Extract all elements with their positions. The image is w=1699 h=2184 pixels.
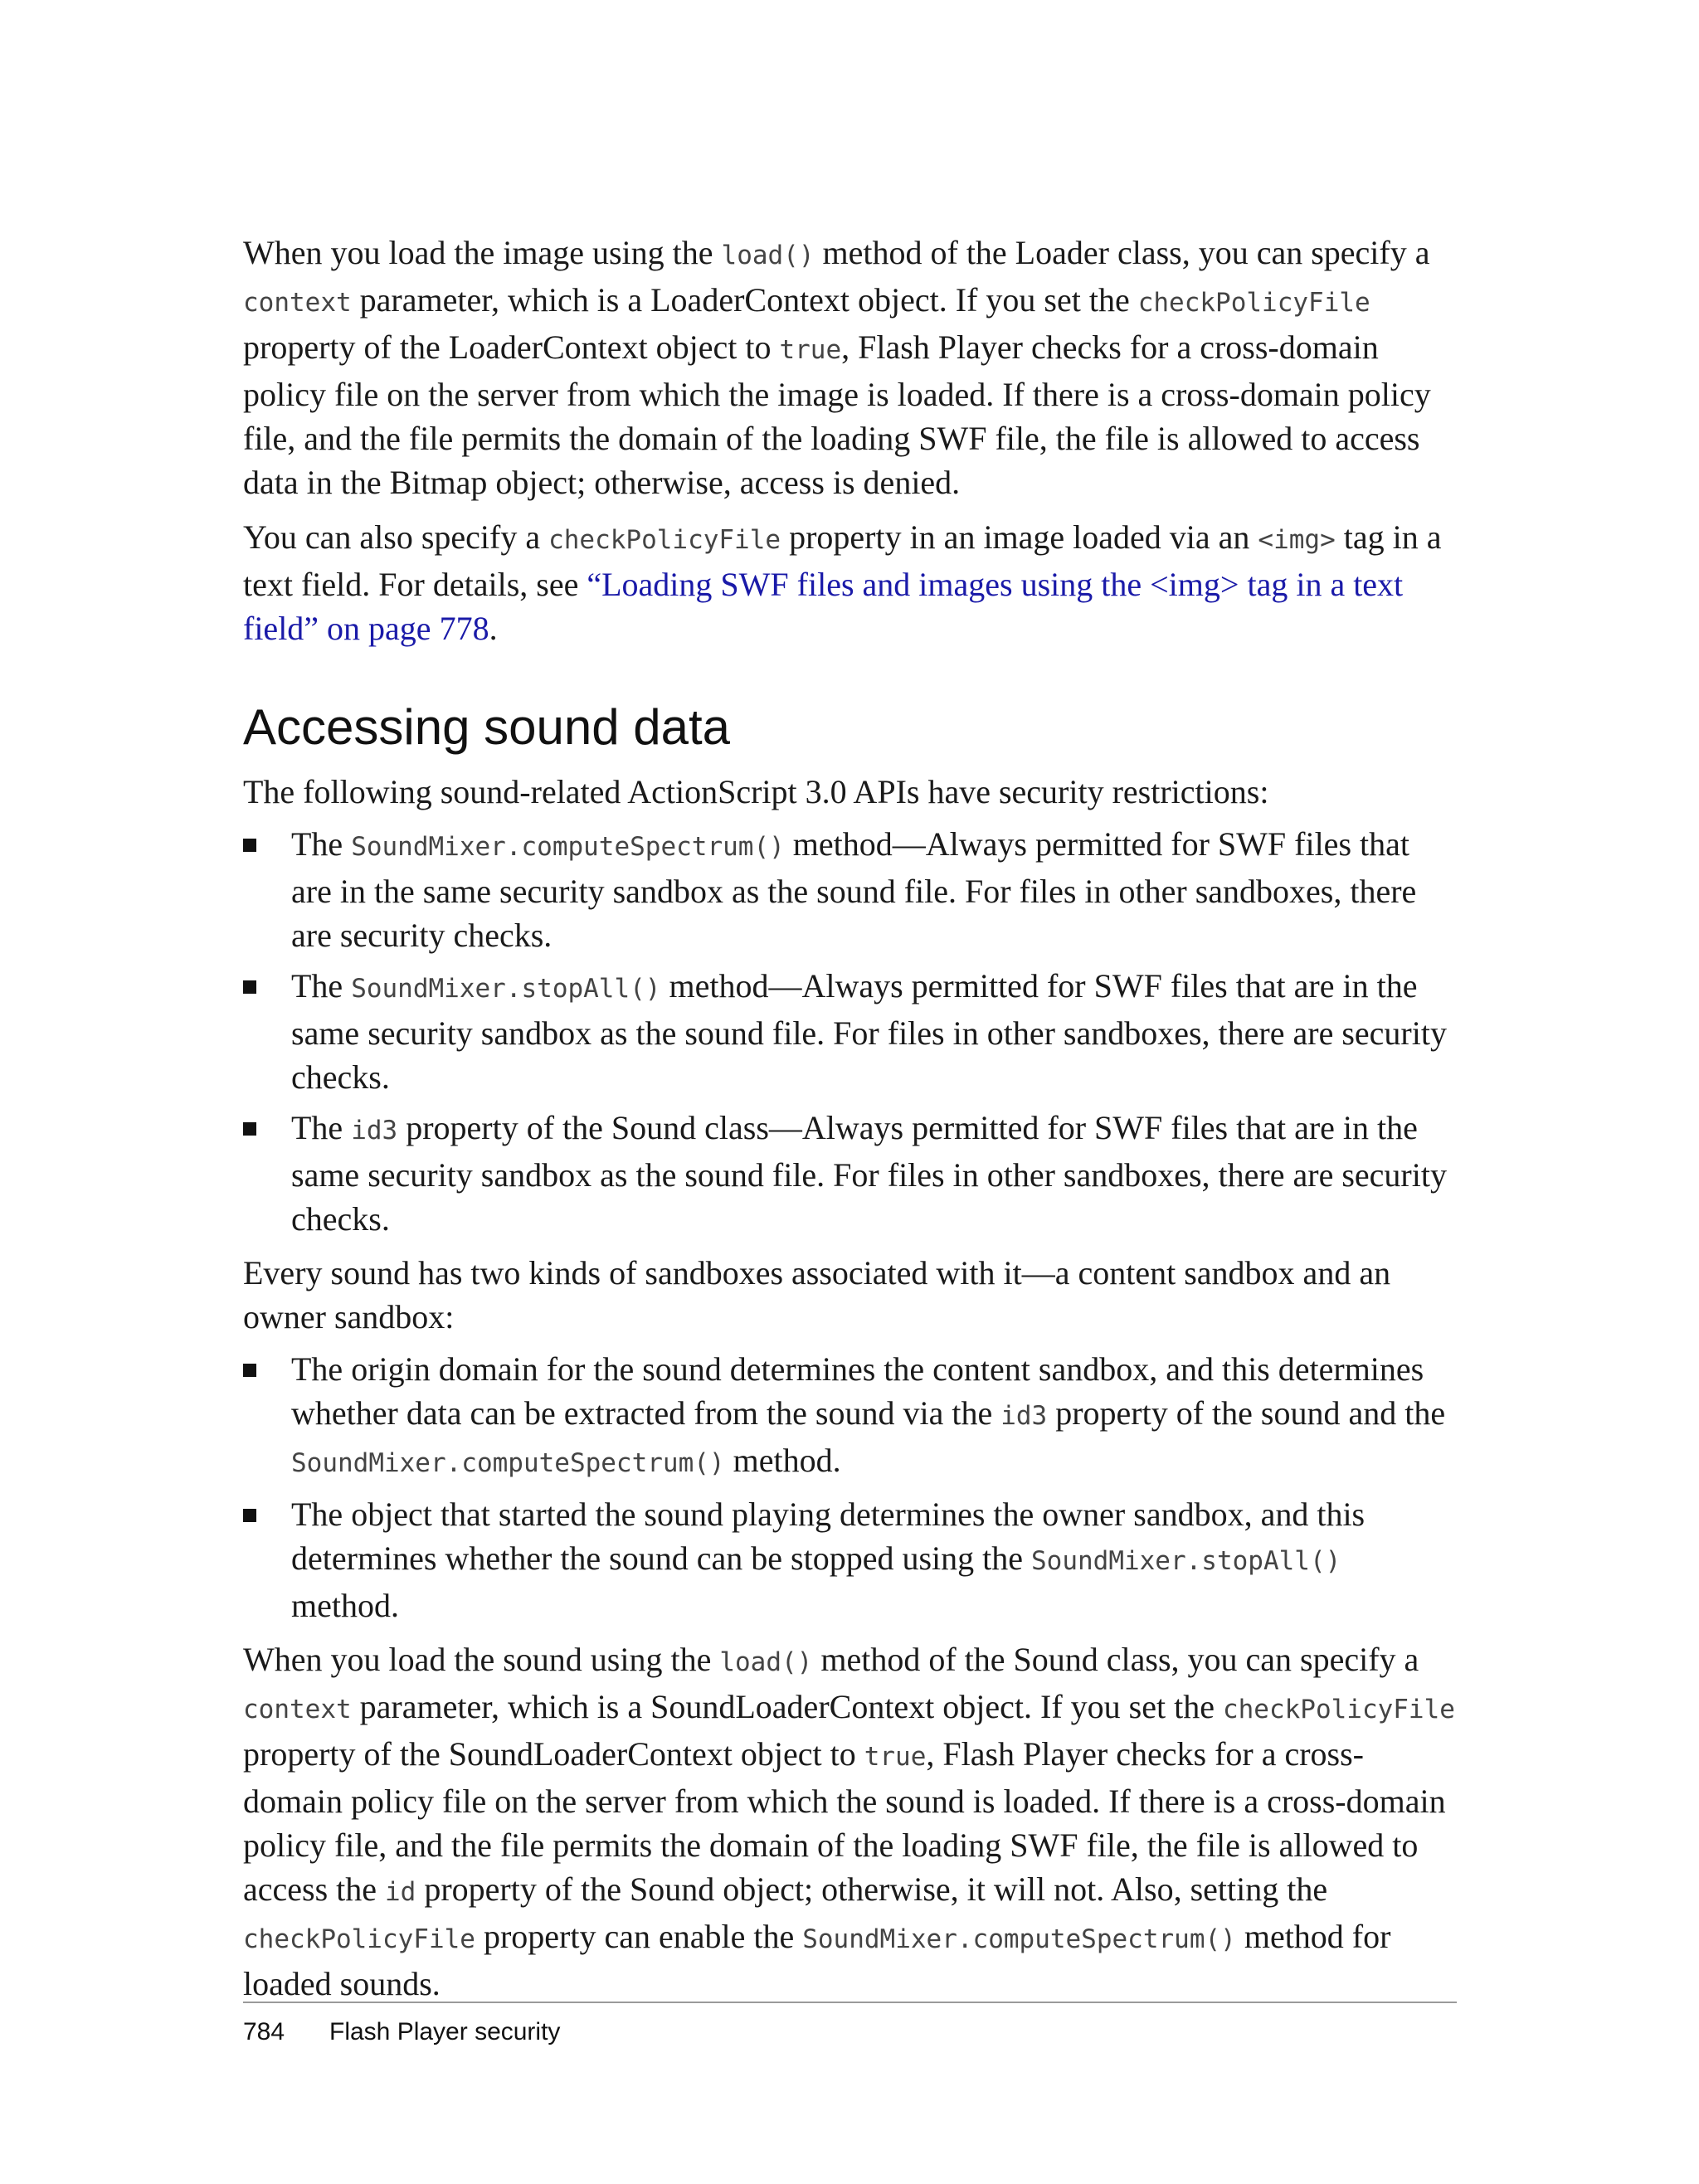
code-context: context [243, 1695, 352, 1724]
code-checkpolicyfile: checkPolicyFile [1137, 288, 1370, 318]
code-computespectrum: SoundMixer.computeSpectrum() [802, 1924, 1236, 1954]
code-computespectrum: SoundMixer.computeSpectrum() [351, 832, 785, 862]
code-computespectrum: SoundMixer.computeSpectrum() [291, 1448, 725, 1478]
code-load: load() [719, 1647, 813, 1677]
intro-paragraph-1: When you load the image using the load() method of the Loader class, you can specify a context parameter, which is a LoaderContext object. If you set the checkPolicyFile property of the LoaderContext object to true, Flash Player checks for a cross-domain policy file on the server from which the image is loaded. If there is a cross-domain policy file, and the file permits the domain of the loading SWF file, the file is allowed to access data in the Bitmap object; otherwise, access is denied. [243, 234, 1431, 501]
closing-paragraph: When you load the sound using the load() method of the Sound class, you can specify a context parameter, which is a SoundLoaderContext object. If you set the checkPolicyFile property of the SoundLoaderContext object to true, Flash Player checks for a cross-domain policy file on the server from which the sound is loaded. If there is a cross-domain policy file, and the file permits the domain of the loading SWF file, the file is allowed to access the id property of the Sound object; otherwise, it will not. Also, setting the checkPolicyFile property can enable the SoundMixer.computeSpectrum() method for loaded sounds. [243, 1641, 1455, 2002]
section-heading: Accessing sound data [243, 699, 731, 755]
square-bullet-icon [243, 1509, 256, 1522]
code-stopall: SoundMixer.stopAll() [1031, 1546, 1341, 1576]
code-true: true [779, 335, 842, 365]
sandboxes-intro: Every sound has two kinds of sandboxes associated with it—a content sandbox and an owner sandbox: [243, 1254, 1391, 1335]
list-item: The SoundMixer.computeSpectrum() method—Always permitted for SWF files that are in the same security sandbox as the sound file. For files in other sandboxes, there are security checks. [243, 822, 1457, 957]
square-bullet-icon [243, 839, 256, 852]
restrictions-list [243, 822, 1457, 1241]
code-true: true [864, 1742, 927, 1772]
page-footer [243, 2002, 1457, 2048]
list-item: The object that started the sound playing determines the owner sandbox, and this determines whether the sound can be stopped using the SoundMixer.stopAll() method. [243, 1492, 1457, 1627]
sandboxes-list [243, 1347, 1457, 1627]
chapter-title: Flash Player security [329, 2018, 561, 2045]
intro-paragraph-2: You can also specify a checkPolicyFile property in an image loaded via an <img> tag in a text field. For details, see “Loading SWF files and images using the <img> tag in a text field” on page 778. [243, 518, 1442, 647]
code-checkpolicyfile: checkPolicyFile [548, 525, 781, 555]
square-bullet-icon [243, 1364, 256, 1377]
code-id3: id3 [351, 1116, 398, 1146]
page-content [243, 231, 1457, 2006]
list-item: The SoundMixer.stopAll() method—Always permitted for SWF files that are in the same security sandbox as the sound file. For files in other sandboxes, there are security checks. [243, 964, 1457, 1099]
code-img-tag: <img> [1258, 525, 1336, 555]
cross-reference-link[interactable]: “Loading SWF files and images using the <img> tag in a text field” on page 778 [243, 566, 1404, 647]
code-id3: id3 [1000, 1401, 1048, 1431]
code-stopall: SoundMixer.stopAll() [351, 974, 661, 1004]
code-checkpolicyfile: checkPolicyFile [243, 1924, 475, 1954]
code-checkpolicyfile: checkPolicyFile [1222, 1695, 1455, 1724]
page-number: 784 [243, 2018, 285, 2045]
code-load: load() [721, 241, 815, 270]
list-item: The id3 property of the Sound class—Always permitted for SWF files that are in the same security sandbox as the sound file. For files in other sandboxes, there are security checks. [243, 1106, 1457, 1241]
square-bullet-icon [243, 980, 256, 994]
code-id: id [385, 1877, 416, 1907]
section-lead: The following sound-related ActionScript 3.0 APIs have security restrictions: [243, 773, 1269, 810]
square-bullet-icon [243, 1122, 256, 1136]
code-context: context [243, 288, 352, 318]
list-item: The origin domain for the sound determines the content sandbox, and this determines whether data can be extracted from the sound via the id3 property of the sound and the SoundMixer.computeSpectrum() method. [243, 1347, 1457, 1486]
